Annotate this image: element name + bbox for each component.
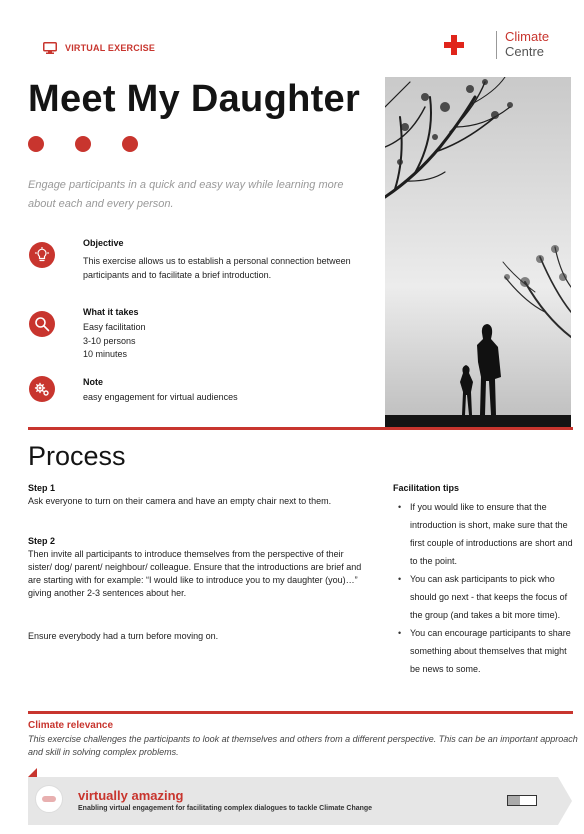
footer-title: virtually amazing (78, 788, 184, 803)
tip-item: • If you would like to ensure that the introduction is short, make sure that the first couple of introductions are short and to the point. (398, 498, 573, 570)
note-title: Note (83, 377, 103, 387)
step-1-text: Ask everyone to turn on their camera and have an empty chair next to them. (28, 496, 332, 506)
footer-tab (28, 768, 37, 777)
logo-line-2: Centre (505, 44, 545, 59)
creative-commons-icon (507, 795, 537, 806)
logo-line-1: Climate (505, 29, 550, 44)
tips-list (398, 498, 573, 678)
decorative-dot (28, 136, 44, 152)
silhouette-photo (385, 77, 571, 427)
tips-title: Facilitation tips (393, 483, 460, 493)
climate-centre-logo (444, 29, 554, 61)
footer-subtitle: Enabling virtual engagement for facilitating complex dialogues to tackle Climate Change (78, 805, 373, 812)
gears-icon (29, 376, 55, 402)
climate-relevance-title: Climate relevance (28, 720, 114, 731)
section-divider (28, 711, 573, 714)
requirement-line: 3-10 persons (83, 335, 136, 346)
objective-title: Objective (83, 238, 124, 248)
magnifier-icon (29, 311, 55, 337)
tip-item: • You can ask participants to pick who should go next - that keeps the focus of the group (and takes a bit more time). (398, 570, 573, 624)
requirement-line: 10 minutes (83, 349, 128, 359)
climate-relevance-text: This exercise challenges the participants to look at themselves and others from a different perspective. This can be an important approach and skill in solving complex problems. (28, 734, 578, 757)
process-title: Process (28, 441, 126, 471)
footer-arrow (558, 777, 572, 825)
tip-item: • You can encourage participants to share something about themselves that might be news to some. (398, 624, 573, 678)
decorative-dot (122, 136, 138, 152)
step-2-title: Step 2 (28, 536, 56, 546)
step-2-note: Ensure everybody had a turn before moving on. (28, 631, 219, 641)
note-text: easy engagement for virtual audiences (83, 392, 238, 402)
lightbulb-icon (29, 242, 55, 268)
decorative-dot (75, 136, 91, 152)
red-cross-icon (444, 35, 464, 55)
step-2-text: Then invite all participants to introduce themselves from the perspective of their sister/ dog/ parent/ neighbour/ colleague. Ensure that the introductions are brief and are starting with for example: “I would like to introduce you to my daughter (you)…” giving another 2-3 sentences about her. (28, 549, 362, 598)
step-1-title: Step 1 (28, 483, 56, 493)
section-divider (28, 427, 573, 430)
red-crescent-icon (467, 34, 487, 56)
intro-text: Engage participants in a quick and easy way while learning more about each and every person. (28, 179, 344, 210)
requirements-title: What it takes (83, 307, 139, 317)
page-title: Meet My Daughter (28, 78, 361, 120)
header-label: VIRTUAL EXERCISE (65, 43, 156, 53)
requirement-line: Easy facilitation (83, 322, 146, 332)
footer-emblem-icon (35, 785, 63, 813)
objective-text: This exercise allows us to establish a personal connection between participants and to facilitate a brief introduction. (83, 256, 351, 280)
monitor-icon (43, 42, 57, 54)
logo-text (505, 29, 549, 59)
logo-divider (496, 31, 497, 59)
